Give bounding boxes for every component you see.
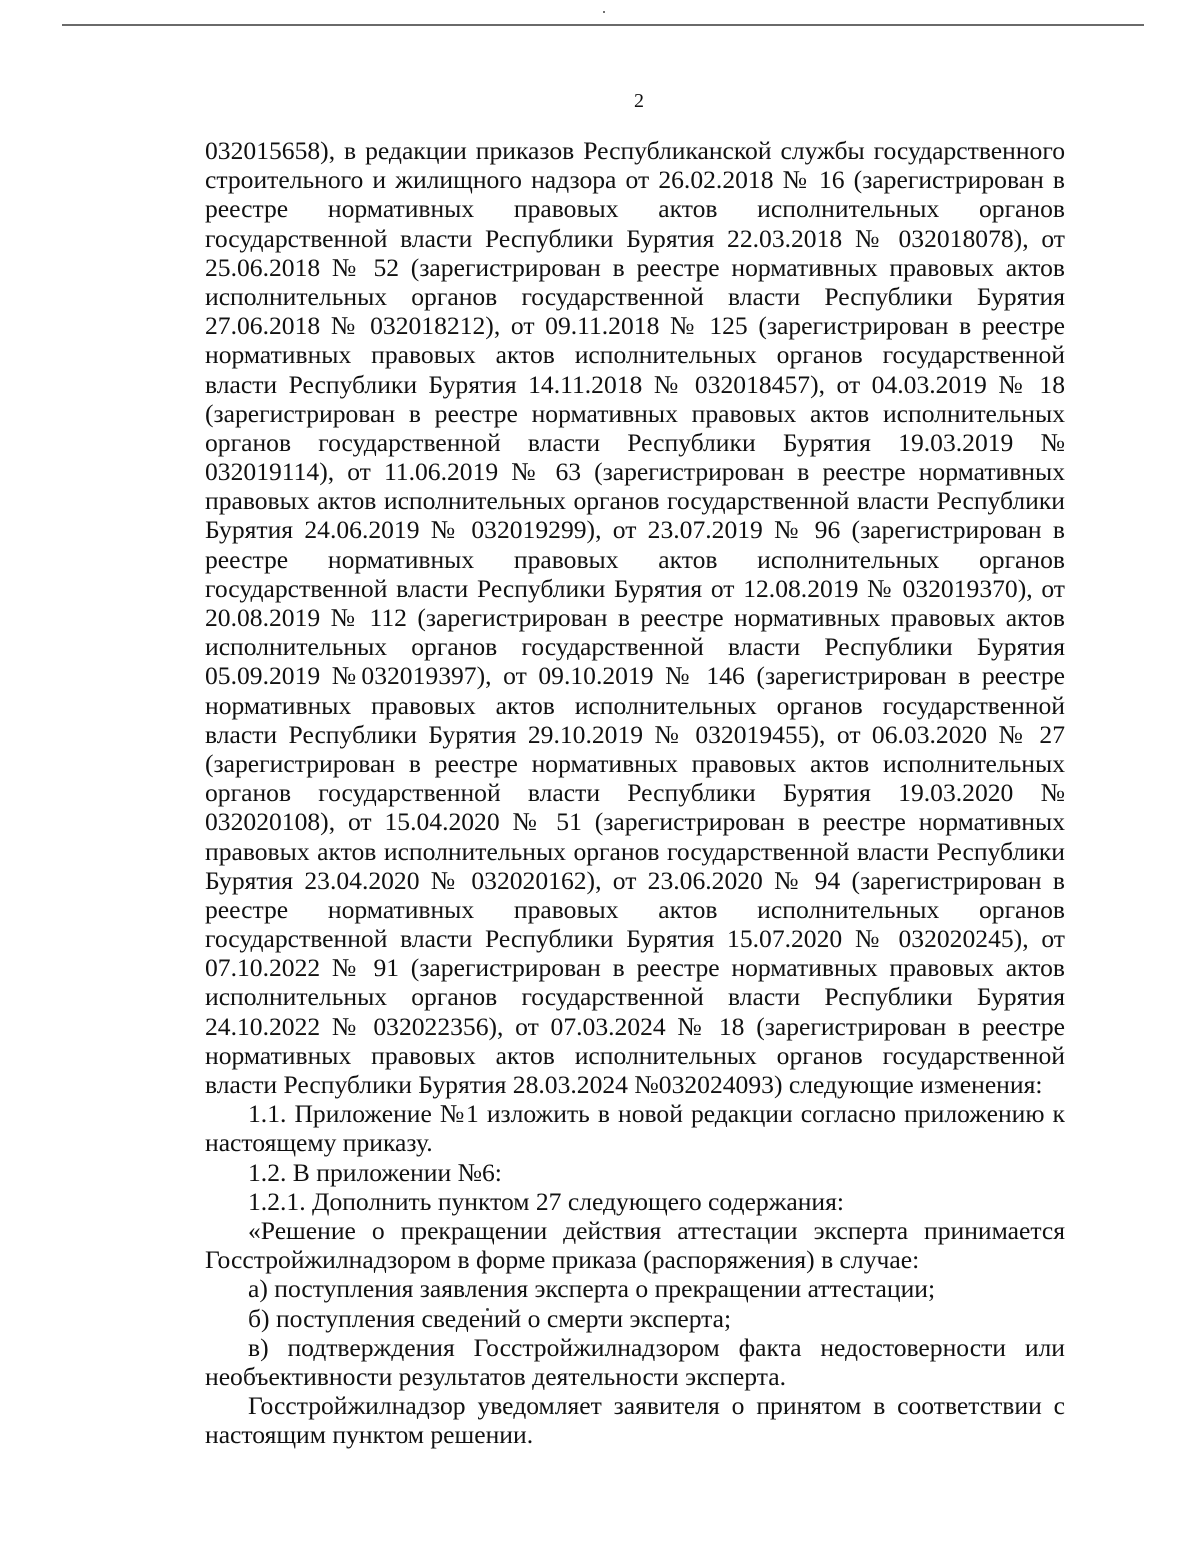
body-line: 24.10.2022 № 032022356), от 07.03.2024 № 18 (зарегистрирован в реестре	[205, 1011, 1065, 1041]
body-line: 05.09.2019 №032019397), от 09.10.2019 № 146 (зарегистрирован в реестре	[205, 661, 1065, 691]
body-line: Бурятия 23.04.2020 № 032020162), от 23.06.2020 № 94 (зарегистрирован в	[205, 865, 1065, 895]
quoted-clause-line: Госстройжилнадзором в форме приказа (распоряжения) в случае:	[205, 1245, 920, 1275]
clause-item-c: необъективности результатов деятельности эксперта.	[205, 1361, 786, 1391]
body-line: 032020108), от 15.04.2020 № 51 (зарегистрирован в реестре нормативных	[205, 807, 1065, 837]
body-line: 07.10.2022 № 91 (зарегистрирован в реестре нормативных правовых актов	[205, 953, 1065, 983]
scan-top-rule	[62, 24, 1144, 26]
paragraph-1-1-line: настоящему приказу.	[205, 1128, 433, 1158]
body-line: 032019114), от 11.06.2019 № 63 (зарегистрирован в реестре нормативных	[205, 457, 1065, 487]
body-line: государственной власти Республики Бурятия от 12.08.2019 № 032019370), от	[205, 573, 1065, 603]
notification-paragraph-line: настоящим пунктом решении.	[205, 1420, 534, 1450]
body-line: государственной власти Республики Бурятия 22.03.2018 № 032018078), от	[205, 223, 1065, 253]
body-line: реестре нормативных правовых актов исполнительных органов	[205, 194, 1065, 224]
paragraph-1-1-line: 1.1. Приложение №1 изложить в новой редакции согласно приложению к	[248, 1099, 1065, 1129]
clause-item-b: б) поступления сведений о смерти эксперта;	[248, 1303, 732, 1333]
scan-speck	[603, 11, 605, 13]
body-line: власти Республики Бурятия 14.11.2018 № 032018457), от 04.03.2019 № 18	[205, 369, 1065, 399]
body-line: государственной власти Республики Бурятия 15.07.2020 № 032020245), от	[205, 924, 1065, 954]
body-line: исполнительных органов государственной власти Республики Бурятия	[205, 982, 1065, 1012]
paragraph-1-2: 1.2. В приложении №6:	[248, 1157, 502, 1187]
notification-paragraph-line: Госстройжилнадзор уведомляет заявителя о принятом в соответствии с	[248, 1391, 1065, 1421]
body-line: реестре нормативных правовых актов исполнительных органов	[205, 894, 1065, 924]
body-line: (зарегистрирован в реестре нормативных правовых актов исполнительных	[205, 748, 1065, 778]
body-line: органов государственной власти Республики Бурятия 19.03.2019 №	[205, 427, 1065, 457]
body-line: правовых актов исполнительных органов государственной власти Республики	[205, 486, 1065, 516]
body-line: 032015658), в редакции приказов Республиканской службы государственного	[205, 136, 1065, 165]
body-line: Бурятия 24.06.2019 № 032019299), от 23.07.2019 № 96 (зарегистрирован в	[205, 515, 1065, 545]
body-line: нормативных правовых актов исполнительных органов государственной	[205, 340, 1065, 370]
body-line: власти Республики Бурятия 29.10.2019 № 032019455), от 06.03.2020 № 27	[205, 719, 1065, 749]
paragraph-1-2-1: 1.2.1. Дополнить пунктом 27 следующего содержания:	[248, 1186, 844, 1216]
body-line: власти Республики Бурятия 28.03.2024 №032024093) следующие изменения:	[205, 1070, 1043, 1099]
body-line: 25.06.2018 № 52 (зарегистрирован в реестре нормативных правовых актов	[205, 252, 1065, 282]
body-line: нормативных правовых актов исполнительных органов государственной	[205, 1040, 1065, 1070]
clause-item-c: в) подтверждения Госстройжилнадзором факта недостоверности или	[248, 1332, 1065, 1362]
document-body	[205, 136, 1065, 1449]
body-line: нормативных правовых актов исполнительных органов государственной	[205, 690, 1065, 720]
quoted-clause-line: «Решение о прекращении действия аттестации эксперта принимается	[248, 1215, 1065, 1245]
body-line: 27.06.2018 № 032018212), от 09.11.2018 № 125 (зарегистрирован в реестре	[205, 311, 1065, 341]
page-number: 2	[634, 90, 644, 112]
clause-item-a: а) поступления заявления эксперта о прекращении аттестации;	[248, 1274, 936, 1304]
body-line: 20.08.2019 № 112 (зарегистрирован в реестре нормативных правовых актов	[205, 603, 1065, 632]
body-line: правовых актов исполнительных органов государственной власти Республики	[205, 836, 1065, 866]
body-line: строительного и жилищного надзора от 26.02.2018 № 16 (зарегистрирован в	[205, 165, 1065, 195]
body-line: реестре нормативных правовых актов исполнительных органов	[205, 544, 1065, 574]
body-line: исполнительных органов государственной власти Республики Бурятия	[205, 632, 1065, 662]
body-line: исполнительных органов государственной власти Республики Бурятия	[205, 281, 1065, 311]
body-line: органов государственной власти Республики Бурятия 19.03.2020 №	[205, 778, 1065, 808]
body-line: (зарегистрирован в реестре нормативных правовых актов исполнительных	[205, 398, 1065, 428]
